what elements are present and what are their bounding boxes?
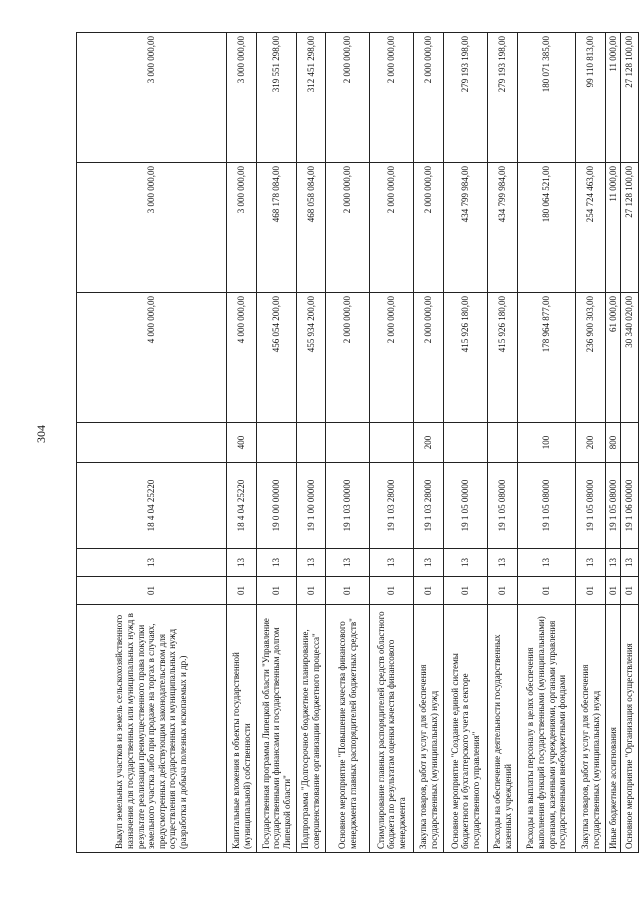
amount-year1-cell: 2 000 000,00 — [414, 293, 444, 423]
amount-year2-cell: 27 128 100,00 — [621, 163, 639, 293]
amount-year3-cell: 312 451 298,00 — [297, 33, 326, 163]
item-name-cell: Стимулирование главных распорядителей средств областного бюджета по результатам оценки качества финансового менеджмента — [370, 605, 414, 853]
section-code-cell: 01 — [326, 577, 370, 605]
target-article-cell: 19 1 05 08000 — [488, 463, 518, 549]
amount-year3-cell: 3 000 000,00 — [77, 33, 227, 163]
amount-year3-cell: 2 000 000,00 — [414, 33, 444, 163]
target-article-cell: 19 1 05 08000 — [518, 463, 576, 549]
table-row — [77, 33, 227, 853]
target-article-cell: 19 1 06 00000 — [621, 463, 639, 549]
amount-year2-cell: 3 000 000,00 — [227, 163, 257, 293]
amount-year3-cell: 319 551 298,00 — [257, 33, 297, 163]
amount-year1-cell: 415 926 180,00 — [444, 293, 488, 423]
table-row — [444, 33, 488, 853]
item-name-cell: Закупка товаров, работ и услуг для обеспечения государственных (муниципальных) нужд — [576, 605, 606, 853]
amount-year3-cell: 2 000 000,00 — [370, 33, 414, 163]
expense-type-cell — [77, 423, 227, 463]
subsection-code-cell: 13 — [370, 549, 414, 577]
table-row — [518, 33, 576, 853]
expense-type-cell — [488, 423, 518, 463]
amount-year2-cell: 180 064 521,00 — [518, 163, 576, 293]
expense-type-cell: 200 — [576, 423, 606, 463]
amount-year1-cell: 236 900 303,00 — [576, 293, 606, 423]
table-row — [227, 33, 257, 853]
amount-year2-cell: 2 000 000,00 — [370, 163, 414, 293]
expense-type-cell — [621, 423, 639, 463]
subsection-code-cell: 13 — [621, 549, 639, 577]
expense-type-cell — [297, 423, 326, 463]
budget-table-body — [77, 33, 639, 853]
table-row — [488, 33, 518, 853]
target-article-cell: 18 4 04 25220 — [227, 463, 257, 549]
section-code-cell: 01 — [488, 577, 518, 605]
expense-type-cell: 800 — [606, 423, 621, 463]
subsection-code-cell: 13 — [257, 549, 297, 577]
amount-year1-cell: 456 054 200,00 — [257, 293, 297, 423]
target-article-cell: 19 1 03 28000 — [414, 463, 444, 549]
table-row — [297, 33, 326, 853]
section-code-cell: 01 — [227, 577, 257, 605]
expense-type-cell: 400 — [227, 423, 257, 463]
table-row — [370, 33, 414, 853]
section-code-cell: 01 — [414, 577, 444, 605]
subsection-code-cell: 13 — [518, 549, 576, 577]
amount-year1-cell: 30 340 020,00 — [621, 293, 639, 423]
item-name-cell: Основное мероприятие "Организация осуществления — [621, 605, 639, 853]
subsection-code-cell: 13 — [227, 549, 257, 577]
item-name-cell: Капитальные вложения в объекты государственной (муниципальной) собственности — [227, 605, 257, 853]
amount-year1-cell: 415 926 180,00 — [488, 293, 518, 423]
item-name-cell: Государственная программа Липецкой области "Управление государственными финансами и государственным долгом Липецкой области" — [257, 605, 297, 853]
amount-year3-cell: 27 128 100,00 — [621, 33, 639, 163]
item-name-cell: Расходы на обеспечение деятельности государственных казенных учреждений — [488, 605, 518, 853]
amount-year3-cell: 3 000 000,00 — [227, 33, 257, 163]
expense-type-cell — [326, 423, 370, 463]
section-code-cell: 01 — [621, 577, 639, 605]
amount-year3-cell: 11 000,00 — [606, 33, 621, 163]
expense-type-cell: 100 — [518, 423, 576, 463]
section-code-cell: 01 — [606, 577, 621, 605]
section-code-cell: 01 — [576, 577, 606, 605]
amount-year1-cell: 178 964 877,00 — [518, 293, 576, 423]
subsection-code-cell: 13 — [488, 549, 518, 577]
target-article-cell: 19 1 05 00000 — [444, 463, 488, 549]
amount-year1-cell: 61 000,00 — [606, 293, 621, 423]
expense-type-cell: 200 — [414, 423, 444, 463]
table-row — [257, 33, 297, 853]
subsection-code-cell: 13 — [414, 549, 444, 577]
amount-year2-cell: 2 000 000,00 — [326, 163, 370, 293]
table-row — [606, 33, 621, 853]
subsection-code-cell: 13 — [297, 549, 326, 577]
amount-year3-cell: 2 000 000,00 — [326, 33, 370, 163]
section-code-cell: 01 — [518, 577, 576, 605]
subsection-code-cell: 13 — [606, 549, 621, 577]
amount-year2-cell: 468 058 084,00 — [297, 163, 326, 293]
subsection-code-cell: 13 — [326, 549, 370, 577]
amount-year3-cell: 279 193 198,00 — [444, 33, 488, 163]
amount-year1-cell: 4 000 000,00 — [77, 293, 227, 423]
amount-year2-cell: 3 000 000,00 — [77, 163, 227, 293]
target-article-cell: 19 1 00 00000 — [297, 463, 326, 549]
target-article-cell: 19 1 03 28000 — [370, 463, 414, 549]
expense-type-cell — [444, 423, 488, 463]
item-name-cell: Подпрограмма "Долгосрочное бюджетное планирование, совершенствование организации бюджетного процесса" — [297, 605, 326, 853]
subsection-code-cell: 13 — [77, 549, 227, 577]
item-name-cell: Основное мероприятие "Создание единой системы бюджетного и бухгалтерского учета в секторе государственного управления" — [444, 605, 488, 853]
amount-year2-cell: 11 000,00 — [606, 163, 621, 293]
target-article-cell: 19 1 05 08000 — [576, 463, 606, 549]
target-article-cell: 19 1 05 08000 — [606, 463, 621, 549]
item-name-cell: Иные бюджетные ассигнования — [606, 605, 621, 853]
amount-year1-cell: 2 000 000,00 — [370, 293, 414, 423]
amount-year1-cell: 2 000 000,00 — [326, 293, 370, 423]
budget-table-sheet — [76, 33, 635, 853]
amount-year2-cell: 468 178 084,00 — [257, 163, 297, 293]
amount-year2-cell: 254 724 463,00 — [576, 163, 606, 293]
item-name-cell: Закупка товаров, работ и услуг для обеспечения государственных (муниципальных) нужд — [414, 605, 444, 853]
item-name-cell: Расходы на выплаты персоналу в целях обеспечения выполнения функций государственными (муниципальными) органами, казенными учреждениями, органами управления государственными внебюджетными фондами — [518, 605, 576, 853]
expense-type-cell — [257, 423, 297, 463]
item-name-cell: Выкуп земельных участков из земель сельскохозяйственного назначения для государственных или муниципальных нужд в результате реализации преимущественного права покупки земельного участка либо при продаже на торгах в случаях, предусмотренных действующим законодательством для осуществления государственных и муниципальных нужд (разработка и добыча полезных ископаемых и др.) — [77, 605, 227, 853]
target-article-cell: 19 1 03 00000 — [326, 463, 370, 549]
section-code-cell: 01 — [370, 577, 414, 605]
item-name-cell: Основное мероприятие "Повышение качества финансового менеджмента главных распорядителей бюджетных средств" — [326, 605, 370, 853]
amount-year3-cell: 180 071 385,00 — [518, 33, 576, 163]
section-code-cell: 01 — [77, 577, 227, 605]
amount-year2-cell: 434 799 984,00 — [488, 163, 518, 293]
table-row — [576, 33, 606, 853]
amount-year3-cell: 279 193 198,00 — [488, 33, 518, 163]
amount-year2-cell: 434 799 984,00 — [444, 163, 488, 293]
amount-year1-cell: 4 000 000,00 — [227, 293, 257, 423]
target-article-cell: 19 0 00 00000 — [257, 463, 297, 549]
table-row — [621, 33, 639, 853]
expense-type-cell — [370, 423, 414, 463]
target-article-cell: 18 4 04 25220 — [77, 463, 227, 549]
amount-year2-cell: 2 000 000,00 — [414, 163, 444, 293]
table-row — [414, 33, 444, 853]
table-row — [326, 33, 370, 853]
amount-year1-cell: 455 934 200,00 — [297, 293, 326, 423]
subsection-code-cell: 13 — [576, 549, 606, 577]
budget-table — [76, 32, 639, 853]
page-number: 304 — [34, 425, 48, 443]
section-code-cell: 01 — [297, 577, 326, 605]
subsection-code-cell: 13 — [444, 549, 488, 577]
amount-year3-cell: 99 110 813,00 — [576, 33, 606, 163]
section-code-cell: 01 — [444, 577, 488, 605]
section-code-cell: 01 — [257, 577, 297, 605]
